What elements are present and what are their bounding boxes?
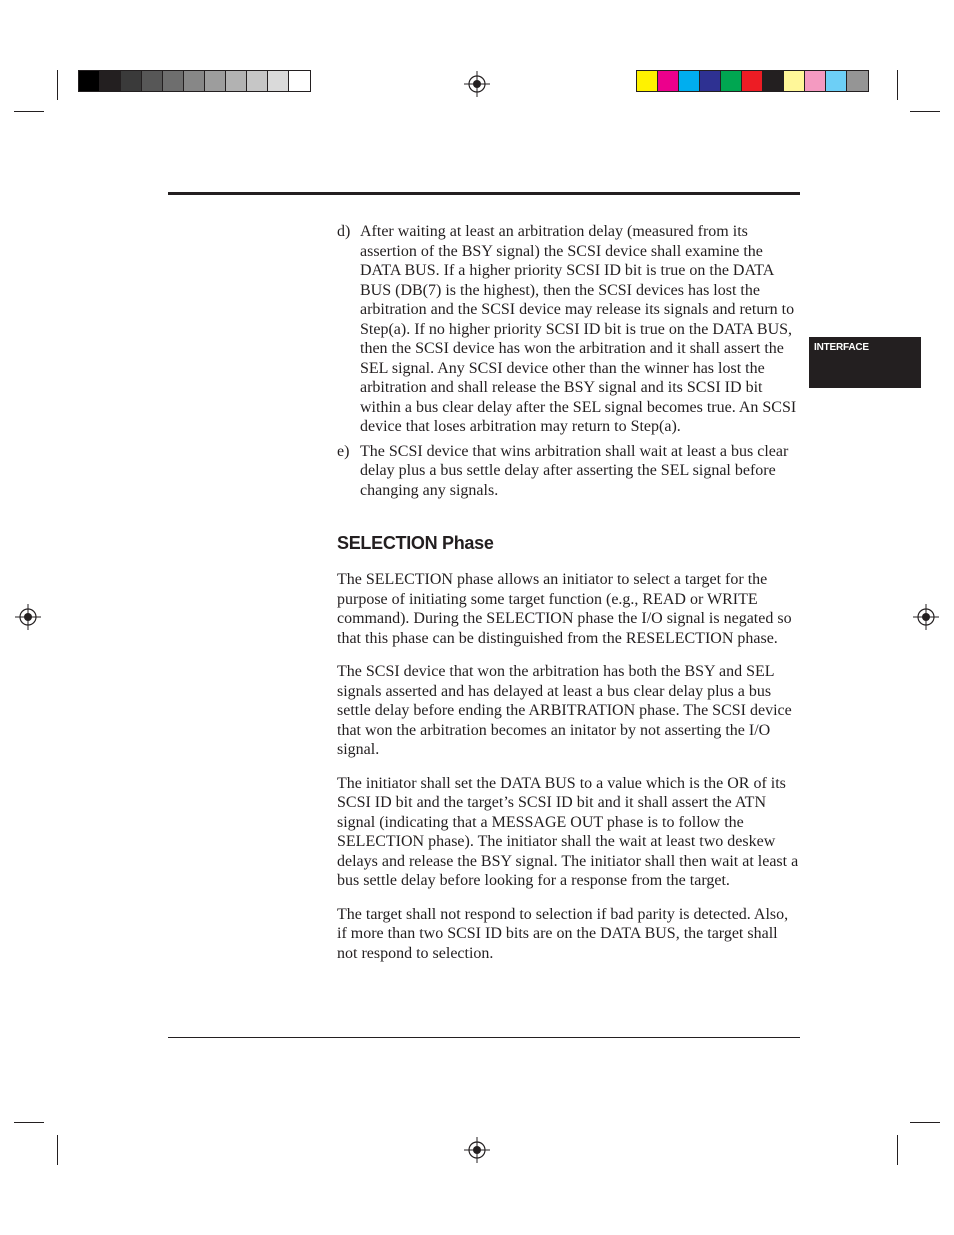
color-swatch [268, 71, 289, 91]
paragraph: The SELECTION phase allows an initiator to select a target for the purpose of initiating some target function (e.g., READ or WRITE command). During the SELECTION phase the I/O signal is negated so that this phase can be distinguished from the RESELECTION phase. [337, 571, 792, 647]
color-swatch [100, 71, 121, 91]
header-rule [168, 192, 800, 195]
crop-mark [897, 70, 898, 100]
footer-rule [168, 1037, 800, 1038]
grayscale-calibration-bar [78, 70, 311, 92]
color-swatch [79, 71, 100, 91]
paragraph: The initiator shall set the DATA BUS to a value which is the OR of its SCSI ID bit and the target’s SCSI ID bit and it shall assert the ATN signal (indicating that a MESSAGE OUT phase is to follow the SELECTION phase). The initiator shall the wait at least two deskew delays and release the BSY signal. The initiator shall then wait at least a bus settle delay before looking for a response from the target. [337, 774, 799, 889]
list-item [337, 222, 800, 437]
color-swatch [847, 71, 868, 91]
color-swatch [637, 71, 658, 91]
crop-mark [14, 111, 44, 112]
paragraph: The target shall not respond to selection if bad parity is detected. Also, if more than two SCSI ID bits are on the DATA BUS, the target shall not respond to selection. [337, 905, 789, 962]
section-heading: SELECTION Phase [337, 533, 494, 553]
color-calibration-bar [636, 70, 869, 92]
color-swatch [184, 71, 205, 91]
crop-mark [57, 1135, 58, 1165]
list-item [337, 442, 800, 501]
section-thumb-tab-label: INTERFACE [814, 342, 869, 353]
crop-mark [897, 1135, 898, 1165]
color-swatch [205, 71, 226, 91]
color-swatch [121, 71, 142, 91]
color-swatch [247, 71, 268, 91]
color-swatch [679, 71, 700, 91]
page-content [337, 222, 800, 977]
color-swatch [784, 71, 805, 91]
color-swatch [763, 71, 784, 91]
list-item-text: The SCSI device that wins arbitration shall wait at least a bus clear delay plus a bus settle delay after asserting the SEL signal before changing any signals. [360, 442, 789, 499]
color-swatch [226, 71, 247, 91]
color-swatch [163, 71, 184, 91]
color-swatch [721, 71, 742, 91]
color-swatch [658, 71, 679, 91]
color-swatch [289, 71, 310, 91]
crop-mark [57, 70, 58, 100]
registration-mark-icon [464, 1137, 490, 1163]
registration-mark-icon [913, 604, 939, 630]
list-item-text: After waiting at least an arbitration delay (measured from its assertion of the BSY signal) the SCSI device shall examine the DATA BUS. If a higher priority SCSI ID bit is true on the DATA BUS (DB(7) is the highest), then the SCSI devices has lost the arbitration and the SCSI device may release its signals and return to Step(a). If no higher priority SCSI ID bit is true on the DATA BUS, then the SCSI device has won the arbitration and it shall assert the SEL signal. Any SCSI device other than the winner has lost the arbitration and shall release the BSY signal and its SCSI ID bit within a bus clear delay after the SEL signal becomes true. An SCSI device that loses arbitration may return to Step(a). [360, 223, 797, 435]
color-swatch [826, 71, 847, 91]
crop-mark [910, 1122, 940, 1123]
color-swatch [700, 71, 721, 91]
color-swatch [742, 71, 763, 91]
crop-mark [910, 111, 940, 112]
registration-mark-icon [464, 71, 490, 97]
list-marker: e) [337, 442, 350, 460]
registration-mark-icon [15, 604, 41, 630]
crop-mark [14, 1122, 44, 1123]
section-thumb-tab [809, 337, 921, 388]
color-swatch [142, 71, 163, 91]
list-marker: d) [337, 223, 351, 240]
color-swatch [805, 71, 826, 91]
paragraph: The SCSI device that won the arbitration has both the BSY and SEL signals asserted and has delayed at least a bus clear delay plus a bus settle delay before ending the ARBITRATION phase. The SCSI device that won the arbitration becomes an initator by not asserting the I/O signal. [337, 663, 792, 758]
